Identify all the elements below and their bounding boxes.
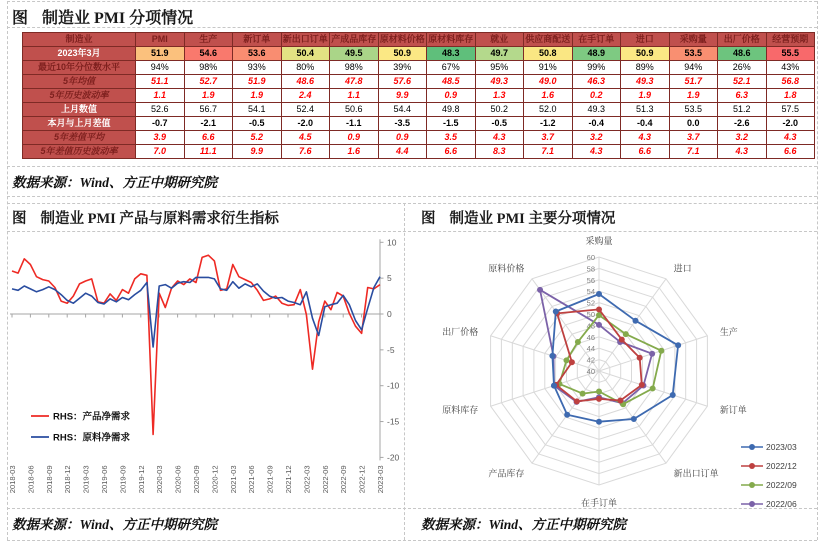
table-cell: 1.6 xyxy=(524,89,573,103)
radar-ring-label: 60 xyxy=(586,253,595,262)
table-cell: 95% xyxy=(475,61,524,75)
series-line-red xyxy=(12,255,380,434)
radar-series-marker xyxy=(658,348,664,354)
radar-series-marker xyxy=(670,392,676,398)
table-cell: 48.5 xyxy=(427,75,476,89)
table-section-title xyxy=(12,5,193,28)
x-tick-label: 2019-06 xyxy=(100,465,109,494)
table-cell: 53.5 xyxy=(669,103,718,117)
x-tick-label: 2018-09 xyxy=(44,465,54,494)
divider xyxy=(817,1,818,540)
x-tick-label: 2019-09 xyxy=(118,465,128,494)
radar-axis-label: 新订单 xyxy=(719,405,747,416)
table-cell: 0.9 xyxy=(378,131,427,145)
figure-label: 图 xyxy=(12,10,29,27)
table-cell: 89% xyxy=(621,61,670,75)
table-cell: -0.5 xyxy=(475,117,524,131)
table-cell: 50.9 xyxy=(621,47,670,61)
table-cell: 52.1 xyxy=(718,75,767,89)
table-cell: 51.3 xyxy=(621,103,670,117)
table-cell: 26% xyxy=(718,61,767,75)
net-demand-line-chart xyxy=(8,230,404,508)
table-cell: 49.7 xyxy=(475,47,524,61)
table-cell: 7.1 xyxy=(524,145,573,159)
radar-series-marker xyxy=(596,291,602,297)
table-cell: 6.6 xyxy=(766,145,815,159)
table-cell: 1.8 xyxy=(766,89,815,103)
table-cell: 1.9 xyxy=(184,89,233,103)
data-source-note: 数据来源：Wind、方正中期研究院 xyxy=(421,517,627,532)
x-tick-label: 2022-06 xyxy=(320,465,330,494)
divider xyxy=(7,508,817,509)
table-cell: -0.4 xyxy=(572,117,621,131)
x-tick-label: 2018-03 xyxy=(8,465,17,494)
table-cell: -2.0 xyxy=(281,117,330,131)
divider xyxy=(7,203,817,204)
radar-ring-label: 44 xyxy=(586,344,595,354)
radar-axis-label: 出厂价格 xyxy=(442,326,479,337)
table-row xyxy=(23,103,815,117)
table-cell: 49.5 xyxy=(330,47,379,61)
table-cell: -1.1 xyxy=(330,117,379,131)
radar-series-marker xyxy=(675,342,681,348)
y-tick-label: 5 xyxy=(387,273,392,284)
column-header: 生产 xyxy=(184,33,233,47)
table-cell: 5.2 xyxy=(233,131,282,145)
table-cell: 52.6 xyxy=(136,103,185,117)
column-header: 出厂价格 xyxy=(718,33,767,47)
table-cell: 50.2 xyxy=(475,103,524,117)
table-corner-header: 制造业 xyxy=(23,33,136,47)
table-cell: 1.9 xyxy=(669,89,718,103)
radar-axis-label: 在手订单 xyxy=(580,498,618,508)
table-cell: 11.1 xyxy=(184,145,233,159)
radar-axis-label: 新出口订单 xyxy=(673,468,719,479)
table-cell: 52.4 xyxy=(281,103,330,117)
radar-ring-label: 52 xyxy=(586,298,595,308)
table-cell: 56.8 xyxy=(766,75,815,89)
y-tick-label: 10 xyxy=(387,237,397,248)
radar-axis-label: 产品库存 xyxy=(488,468,525,479)
radar-series-2022/09 xyxy=(559,315,661,404)
column-header: 就业 xyxy=(475,33,524,47)
series-line-blue xyxy=(12,277,380,347)
y-tick-label: -5 xyxy=(387,344,395,355)
table-cell: 3.2 xyxy=(718,131,767,145)
legend-label: RHS：原料净需求 xyxy=(53,432,131,444)
radar-series-marker xyxy=(596,419,602,425)
radar-series-marker xyxy=(596,396,602,402)
table-header-row xyxy=(23,33,815,47)
table-cell: 7.1 xyxy=(669,145,718,159)
table-cell: 9.9 xyxy=(233,145,282,159)
table-row xyxy=(23,89,815,103)
table-cell: 94% xyxy=(136,61,185,75)
table-cell: 1.9 xyxy=(621,89,670,103)
x-tick-label: 2021-03 xyxy=(228,465,238,494)
table-cell: 57.6 xyxy=(378,75,427,89)
table-cell: 3.7 xyxy=(524,131,573,145)
radar-series-marker xyxy=(569,359,575,365)
table-cell: 8.3 xyxy=(475,145,524,159)
figure-label: 图 xyxy=(12,211,27,227)
table-cell: 6.3 xyxy=(718,89,767,103)
table-cell: 9.9 xyxy=(378,89,427,103)
radar-axis-label: 进口 xyxy=(673,263,692,274)
table-row xyxy=(23,145,815,159)
radar-spoke xyxy=(599,279,666,371)
radar-ring-label: 48 xyxy=(586,321,595,331)
table-cell: 6.6 xyxy=(184,131,233,145)
column-header: 原材料价格 xyxy=(378,33,427,47)
radar-series-marker xyxy=(553,309,559,315)
radar-ring-label: 40 xyxy=(586,367,595,376)
table-cell: 56.7 xyxy=(184,103,233,117)
table-cell: -2.0 xyxy=(766,117,815,131)
table-cell: 4.3 xyxy=(766,131,815,145)
table-cell: 6.6 xyxy=(621,145,670,159)
column-header: 新订单 xyxy=(233,33,282,47)
table-cell: 6.6 xyxy=(427,145,476,159)
row-label: 本月与上月差值 xyxy=(23,117,136,131)
column-header: 进口 xyxy=(621,33,670,47)
radar-chart-title xyxy=(421,207,615,228)
radar-axis-label: 生产 xyxy=(719,326,738,337)
table-cell: 49.0 xyxy=(524,75,573,89)
divider xyxy=(7,540,817,541)
table-cell: 51.7 xyxy=(669,75,718,89)
divider xyxy=(7,1,817,2)
table-cell: 99% xyxy=(572,61,621,75)
table-cell: 51.2 xyxy=(718,103,767,117)
table-cell: 67% xyxy=(427,61,476,75)
table-cell: 48.3 xyxy=(427,47,476,61)
table-row xyxy=(23,131,815,145)
table-cell: 51.1 xyxy=(136,75,185,89)
x-tick-label: 2018-06 xyxy=(26,465,36,494)
radar-series-marker xyxy=(596,389,602,395)
y-tick-label: -10 xyxy=(387,380,400,391)
table-cell: 49.3 xyxy=(475,75,524,89)
table-cell: -1.5 xyxy=(427,117,476,131)
radar-series-marker xyxy=(649,351,655,357)
pmi-radar-chart xyxy=(405,230,817,508)
radar-ring-label: 56 xyxy=(586,275,595,285)
table-cell: -2.6 xyxy=(718,117,767,131)
x-tick-label: 2020-06 xyxy=(173,465,183,494)
table-cell: 54.6 xyxy=(184,47,233,61)
table-cell: 4.3 xyxy=(621,131,670,145)
table-row xyxy=(23,117,815,131)
radar-series-marker xyxy=(619,337,625,343)
radar-series-marker xyxy=(596,306,602,312)
table-cell: -0.4 xyxy=(621,117,670,131)
radar-series-marker xyxy=(574,398,580,404)
legend-marker xyxy=(749,501,755,507)
column-header: PMI xyxy=(136,33,185,47)
row-label: 5年均值 xyxy=(23,75,136,89)
legend-label: 2023/03 xyxy=(766,442,797,452)
table-cell: 98% xyxy=(184,61,233,75)
radar-series-marker xyxy=(596,322,602,328)
table-cell: 43% xyxy=(766,61,815,75)
table-cell: 1.1 xyxy=(330,89,379,103)
table-row xyxy=(23,47,815,61)
divider xyxy=(7,166,817,167)
radar-series-marker xyxy=(650,385,656,391)
x-tick-label: 2023-03 xyxy=(376,465,385,494)
table-cell: 50.9 xyxy=(378,47,427,61)
table-cell: 0.2 xyxy=(572,89,621,103)
table-cell: 4.3 xyxy=(475,131,524,145)
table-cell: 7.0 xyxy=(136,145,185,159)
radar-ring-label: 42 xyxy=(586,355,595,365)
radar-series-marker xyxy=(633,318,639,324)
table-cell: 4.3 xyxy=(572,145,621,159)
table-cell: 55.5 xyxy=(766,47,815,61)
row-label: 最近10年分位数水平 xyxy=(23,61,136,75)
table-cell: 57.5 xyxy=(766,103,815,117)
table-cell: 91% xyxy=(524,61,573,75)
table-cell: 51.9 xyxy=(233,75,282,89)
y-tick-label: -20 xyxy=(387,452,400,463)
column-header: 新出口订单 xyxy=(281,33,330,47)
radar-series-marker xyxy=(563,357,569,363)
data-source-note: 数据来源：Wind、方正中期研究院 xyxy=(12,517,218,532)
radar-ring-label: 50 xyxy=(586,310,595,319)
table-cell: 1.3 xyxy=(475,89,524,103)
radar-ring-label: 54 xyxy=(586,287,595,297)
table-cell: 1.6 xyxy=(330,145,379,159)
table-cell: 48.6 xyxy=(718,47,767,61)
x-tick-label: 2019-03 xyxy=(81,465,91,494)
table-cell: 3.5 xyxy=(427,131,476,145)
radar-series-marker xyxy=(575,339,581,345)
title-text: 制造业 PMI 产品与原料需求衍生指标 xyxy=(40,211,279,227)
table-cell: 50.4 xyxy=(281,47,330,61)
x-tick-label: 2022-09 xyxy=(339,465,349,494)
table-cell: 46.3 xyxy=(572,75,621,89)
table-cell: -3.5 xyxy=(378,117,427,131)
table-cell: 4.4 xyxy=(378,145,427,159)
radar-series-marker xyxy=(564,412,570,418)
table-cell: 49.8 xyxy=(427,103,476,117)
x-tick-label: 2021-09 xyxy=(265,465,275,494)
table-cell: 52.7 xyxy=(184,75,233,89)
x-tick-label: 2022-03 xyxy=(302,465,312,494)
table-cell: 94% xyxy=(669,61,718,75)
table-cell: -2.1 xyxy=(184,117,233,131)
table-cell: 3.9 xyxy=(136,131,185,145)
column-header: 采购量 xyxy=(669,33,718,47)
radar-series-marker xyxy=(631,416,637,422)
y-tick-label: 0 xyxy=(387,309,392,319)
row-label: 5年差值历史波动率 xyxy=(23,145,136,159)
table-cell: 1.9 xyxy=(233,89,282,103)
table-cell: 53.5 xyxy=(669,47,718,61)
row-label: 上月数值 xyxy=(23,103,136,117)
radar-ring-label: 46 xyxy=(586,332,595,342)
legend-label: 2022/12 xyxy=(766,461,797,471)
table-cell: 48.6 xyxy=(281,75,330,89)
legend-label: RHS：产品净需求 xyxy=(53,411,131,423)
table-cell: 49.3 xyxy=(621,75,670,89)
x-tick-label: 2021-12 xyxy=(284,465,293,494)
table-row xyxy=(23,75,815,89)
table-cell: 54.4 xyxy=(378,103,427,117)
table-row xyxy=(23,61,815,75)
radar-series-marker xyxy=(617,398,623,404)
radar-axis-label: 原料库存 xyxy=(442,405,479,416)
x-tick-label: 2022-12 xyxy=(357,465,367,494)
table-cell: 80% xyxy=(281,61,330,75)
radar-series-marker xyxy=(549,353,555,359)
radar-series-marker xyxy=(637,355,643,361)
column-header: 供应商配送 xyxy=(524,33,573,47)
table-cell: 3.7 xyxy=(669,131,718,145)
radar-axis-label: 原料价格 xyxy=(488,263,525,274)
table-cell: -0.7 xyxy=(136,117,185,131)
table-cell: 0.9 xyxy=(427,89,476,103)
table-cell: 47.8 xyxy=(330,75,379,89)
table-cell: 54.1 xyxy=(233,103,282,117)
radar-series-marker xyxy=(580,391,586,397)
legend-label: 2022/06 xyxy=(766,499,797,508)
row-label: 5年差值平均 xyxy=(23,131,136,145)
pmi-breakdown-table xyxy=(22,32,815,159)
table-cell: 98% xyxy=(330,61,379,75)
table-cell: 52.0 xyxy=(524,103,573,117)
table-cell: 50.6 xyxy=(330,103,379,117)
table-cell: 3.2 xyxy=(572,131,621,145)
row-label: 5年历史波动率 xyxy=(23,89,136,103)
table-cell: -0.5 xyxy=(233,117,282,131)
column-header: 产成品库存 xyxy=(330,33,379,47)
radar-series-marker xyxy=(537,287,543,293)
table-cell: 7.6 xyxy=(281,145,330,159)
title-text: 制造业 PMI 分项情况 xyxy=(42,10,194,27)
x-tick-label: 2020-12 xyxy=(210,465,220,494)
title-text: 制造业 PMI 主要分项情况 xyxy=(449,211,616,227)
legend-marker xyxy=(749,463,755,469)
table-cell: 48.9 xyxy=(572,47,621,61)
table-cell: 4.5 xyxy=(281,131,330,145)
table-cell: 1.1 xyxy=(136,89,185,103)
column-header: 原材料库存 xyxy=(427,33,476,47)
table-cell: 2.4 xyxy=(281,89,330,103)
radar-ring-label: 58 xyxy=(586,264,595,274)
radar-series-marker xyxy=(551,383,557,389)
row-label: 2023年3月 xyxy=(23,47,136,61)
line-chart-title xyxy=(12,207,279,228)
radar-series-marker xyxy=(639,382,645,388)
divider xyxy=(7,196,817,197)
data-source-note: 数据来源：Wind、方正中期研究院 xyxy=(12,175,218,190)
table-cell: 39% xyxy=(378,61,427,75)
column-header: 在手订单 xyxy=(572,33,621,47)
legend-label: 2022/09 xyxy=(766,480,797,490)
table-cell: 49.3 xyxy=(572,103,621,117)
table-cell: 53.6 xyxy=(233,47,282,61)
table-cell: -1.2 xyxy=(524,117,573,131)
x-tick-label: 2021-06 xyxy=(247,465,257,494)
table-cell: 0.9 xyxy=(330,131,379,145)
x-tick-label: 2018-12 xyxy=(63,465,73,494)
table-cell: 0.0 xyxy=(669,117,718,131)
x-tick-label: 2020-03 xyxy=(155,465,165,494)
figure-label: 图 xyxy=(421,211,436,227)
radar-series-marker xyxy=(623,331,629,337)
column-header: 经营预期 xyxy=(766,33,815,47)
x-tick-label: 2020-09 xyxy=(192,465,201,494)
table-cell: 51.9 xyxy=(136,47,185,61)
radar-axis-label: 采购量 xyxy=(585,236,613,246)
x-tick-label: 2019-12 xyxy=(136,465,146,494)
legend-marker xyxy=(749,444,755,450)
table-cell: 50.8 xyxy=(524,47,573,61)
y-tick-label: -15 xyxy=(387,416,400,427)
table-cell: 93% xyxy=(233,61,282,75)
table-cell: 4.3 xyxy=(718,145,767,159)
legend-marker xyxy=(749,482,755,488)
